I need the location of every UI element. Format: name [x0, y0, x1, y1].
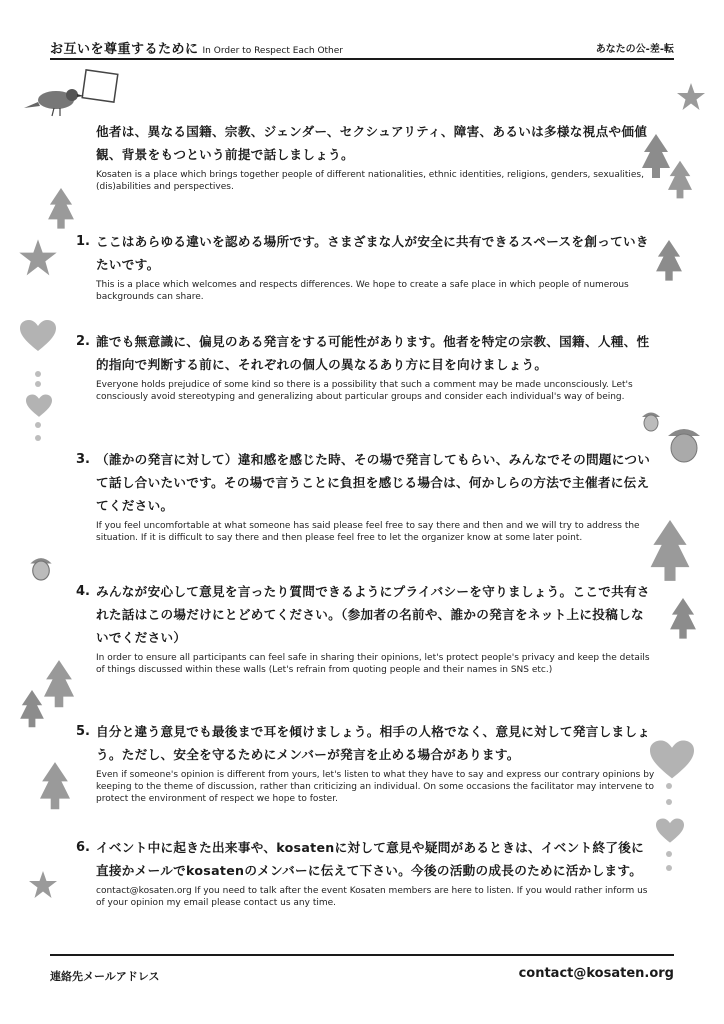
- intro-section: [96, 120, 656, 193]
- star-icon: [676, 82, 706, 112]
- tree-icon: [650, 520, 690, 592]
- tree-icon: [40, 762, 70, 818]
- dot-icon: [32, 370, 44, 390]
- acorn-icon: [28, 552, 54, 582]
- dot-icon: [662, 848, 676, 878]
- rule-item: [76, 330, 656, 403]
- heart-icon: [650, 740, 694, 780]
- rule-jp: 自分と違う意見でも最後まで耳を傾けましょう。相手の人格でなく、意見に対して発言しましょう。ただし、安全を守るためにメンバーが発言を止める場合があります。: [96, 724, 651, 762]
- header-tagline: あなたの公-差-転: [595, 44, 674, 55]
- rule-en: If you feel uncomfortable at what someone has said please feel free to say there and then and we will try to address the situation. If it is difficult to say there and then please feel free to let the organizer know at some later point.: [96, 521, 640, 543]
- acorn-icon: [664, 420, 704, 464]
- star-icon: [18, 238, 58, 278]
- rule-en: Everyone holds prejudice of some kind so there is a possibility that such a comment may be made unconsciously. Let's consciously avoid stereotyping and generalizing about particular groups and consider each individual's way of being.: [96, 380, 633, 402]
- heart-icon: [20, 320, 56, 352]
- rule-number: 3.: [76, 452, 90, 467]
- intro-jp: 他者は、異なる国籍、宗教、ジェンダー、セクシュアリティ、障害、あるいは多様な視点や価値観、背景をもつという前提で話しましょう。: [96, 124, 648, 162]
- rule-en: This is a place which welcomes and respects differences. We hope to create a safe place in which people of numerous backgrounds can share.: [96, 280, 629, 302]
- rule-item: [76, 720, 656, 805]
- rule-number: 1.: [76, 234, 90, 249]
- tree-icon: [20, 690, 44, 734]
- rule-jp: （誰かの発言に対して）違和感を感じた時、その場で発言してもらい、みんなでその問題について話し合いたいです。その場で言うことに負担を感じる場合は、何かしらの方法で主催者に伝えてください。: [96, 452, 651, 513]
- acorn-icon: [640, 408, 662, 432]
- rule-jp: 誰でも無意識に、偏見のある発言をする可能性があります。他者を特定の宗教、国籍、人種、性的指向で判断する前に、それぞれの個人の異なるあり方に目を向けましょう。: [96, 334, 650, 372]
- rule-number: 2.: [76, 334, 90, 349]
- footer-email[interactable]: contact@kosaten.org: [518, 966, 674, 981]
- rule-number: 5.: [76, 724, 90, 739]
- tree-icon: [44, 660, 74, 716]
- page-header: [50, 36, 674, 60]
- dot-icon: [662, 780, 676, 816]
- heart-icon: [26, 394, 52, 418]
- heart-icon: [656, 818, 684, 844]
- rule-en: Even if someone's opinion is different from yours, let's listen to what they have to say and express our contrary opinions by keeping to the theme of discussion, rather than criticizing an individual. On some occasions the facilitator may intervene to protect the environment of respect we hope to foster.: [96, 770, 655, 804]
- page-footer: [50, 954, 674, 990]
- rule-jp: ここはあらゆる違いを認める場所です。さまざまな人が安全に共有できるスペースを創っていきたいです。: [96, 234, 649, 272]
- rule-item: [76, 580, 656, 676]
- rule-number: 6.: [76, 840, 90, 855]
- page-title-en: In Order to Respect Each Other: [202, 46, 343, 56]
- star-icon: [28, 870, 58, 900]
- tree-icon: [656, 240, 682, 288]
- dot-icon: [32, 420, 44, 450]
- rule-en: In order to ensure all participants can feel safe in sharing their opinions, let's protect people's privacy and keep the details of things discussed within these walls (Let's refrain from quoting people and their names in SNS etc.): [96, 653, 650, 675]
- tree-icon: [670, 598, 696, 646]
- page-title: お互いを尊重するために In Order to Respect Each Other: [50, 42, 343, 57]
- bird-icon: [22, 66, 122, 122]
- intro-en: Kosaten is a place which brings together people of different nationalities, ethnic identities, religions, genders, sexualities, (dis)abilities and perspectives.: [96, 170, 644, 192]
- rule-jp: イベント中に起きた出来事や、kosatenに対して意見や疑問があるときは、イベント終了後に直接かメールでkosatenのメンバーに伝えて下さい。今後の活動の成長のために活かします。: [96, 840, 645, 878]
- rule-item: [76, 448, 656, 544]
- tree-icon: [48, 188, 74, 236]
- tree-icon: [642, 134, 670, 186]
- rule-item: [76, 230, 656, 303]
- footer-label: 連絡先メールアドレス: [50, 970, 160, 983]
- tree-icon: [668, 160, 692, 206]
- rule-en: contact@kosaten.org If you need to talk after the event Kosaten members are here to listen. If you would rather inform us of your opinion my email please contact us any time.: [96, 886, 648, 908]
- rule-number: 4.: [76, 584, 90, 599]
- rule-item: [76, 836, 656, 909]
- rule-jp: みんなが安心して意見を言ったり質問できるようにプライバシーを守りましょう。ここで共有された話はこの場だけにとどめてください。（参加者の名前や、誰かの発言をネット上に投稿しないでください）: [96, 584, 650, 645]
